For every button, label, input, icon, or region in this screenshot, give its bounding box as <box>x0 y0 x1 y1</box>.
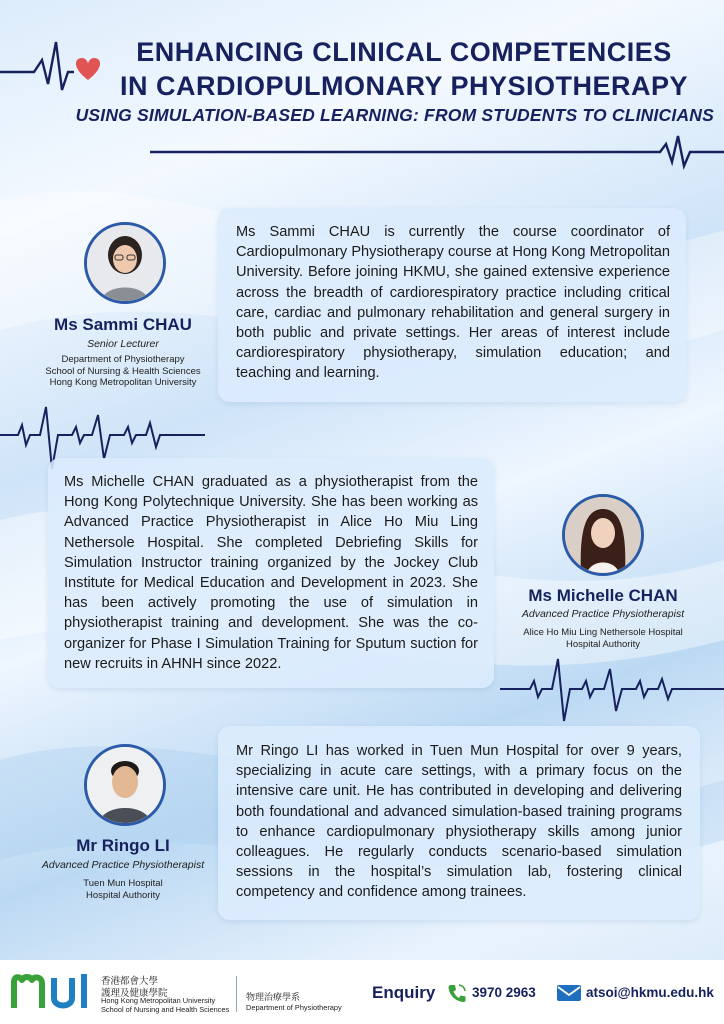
subtitle: USING SIMULATION-BASED LEARNING: FROM STUDENTS TO CLINICIANS <box>75 105 714 125</box>
email-icon <box>556 983 582 1003</box>
hkmu-logo-icon <box>10 968 98 1014</box>
speaker-name-ringo: Mr Ringo LI <box>76 836 170 855</box>
title-line-1: ENHANCING CLINICAL COMPETENCIES <box>136 37 672 67</box>
subtitle-ecg-line <box>150 134 724 174</box>
enquiry-label: Enquiry <box>372 983 436 1002</box>
speaker-name-sammi: Ms Sammi CHAU <box>54 315 192 334</box>
speaker-role-sammi: Senior Lecturer <box>87 338 159 350</box>
header-ecg-heart-icon <box>0 36 110 96</box>
speaker-affiliation-michelle: Alice Ho Miu Ling Nethersole Hospital Hospital Authority <box>523 627 683 650</box>
logo-english-name: Hong Kong Metropolitan University <box>101 996 216 1005</box>
person-photo-icon <box>87 747 163 823</box>
speaker-role-michelle: Advanced Practice Physiotherapist <box>521 608 685 620</box>
speaker-name-michelle: Ms Michelle CHAN <box>528 586 678 605</box>
phone-icon <box>446 982 468 1004</box>
person-photo-icon <box>565 497 641 573</box>
ecg-line-right <box>500 655 724 725</box>
logo-chinese-name: 香港都會大學 <box>101 976 159 987</box>
bio-text-ringo: Mr Ringo LI has worked in Tuen Mun Hospital for over 9 years, specializing in acute care settings, with a primary focus on the intensive care unit. He has contributed in developing and delivering both foundational and advanced simulation-based training programs to enhance cardiopulmonary physiotherapy skills among junior colleagues. He regularly conducts scenario-based simulation sessions in the hospital’s simulation lab, fostering clinical competency and confidence among trainees. <box>236 743 682 901</box>
email-link[interactable]: atsoi@hkmu.edu.hk <box>586 985 714 1000</box>
title-line-2: IN CARDIOPULMONARY PHYSIOTHERAPY <box>119 71 689 101</box>
dept-english: Department of Physiotherapy <box>246 1003 342 1012</box>
logo-english-school: School of Nursing and Health Sciences <box>101 1005 230 1014</box>
speaker-affiliation-sammi: Department of Physiotherapy School of Nursing & Health Sciences Hong Kong Metropolitan University <box>45 354 201 388</box>
avatar-sammi <box>84 222 166 304</box>
bio-text-sammi: Ms Sammi CHAU is currently the course coordinator of Cardiopulmonary Physiotherapy course at Hong Kong Metropolitan University. Before joining HKMU, she gained extensive experience across the breadth of cardiorespiratory practice including critical care, cardiac and pulmonary rehabilitation and general surgery in both public and private settings. Her areas of interest include cardiorespiratory physiotherapy, simulation education; and teaching and learning. <box>236 224 670 382</box>
bio-text-michelle: Ms Michelle CHAN graduated as a physiotherapist from the Hong Kong Polytechnique University. She has been working as Advanced Practice Physiotherapist in Alice Ho Miu Ling Nethersole Hospital. She completed Debriefing Skills for Simulation Instructor training organized by the Jockey Club Institute for Medical Education and Development in 2023. She has been actively promoting the use of simulation in physiotherapist training and development. She was the co-organizer for Phase I Simulation Training for Sputum suction for new recruits in AHNH since 2022. <box>64 474 478 672</box>
logo-chinese-school: 護理及健康學院 <box>101 988 168 999</box>
person-photo-icon <box>87 225 163 301</box>
footer-divider <box>236 976 237 1012</box>
speaker-role-ringo: Advanced Practice Physiotherapist <box>41 859 205 871</box>
avatar-michelle <box>562 494 644 576</box>
speaker-affiliation-ringo: Tuen Mun Hospital Hospital Authority <box>83 878 163 901</box>
avatar-ringo <box>84 744 166 826</box>
phone-number-link[interactable]: 3970 2963 <box>472 985 536 1000</box>
dept-chinese: 物理治療學系 <box>246 992 301 1002</box>
